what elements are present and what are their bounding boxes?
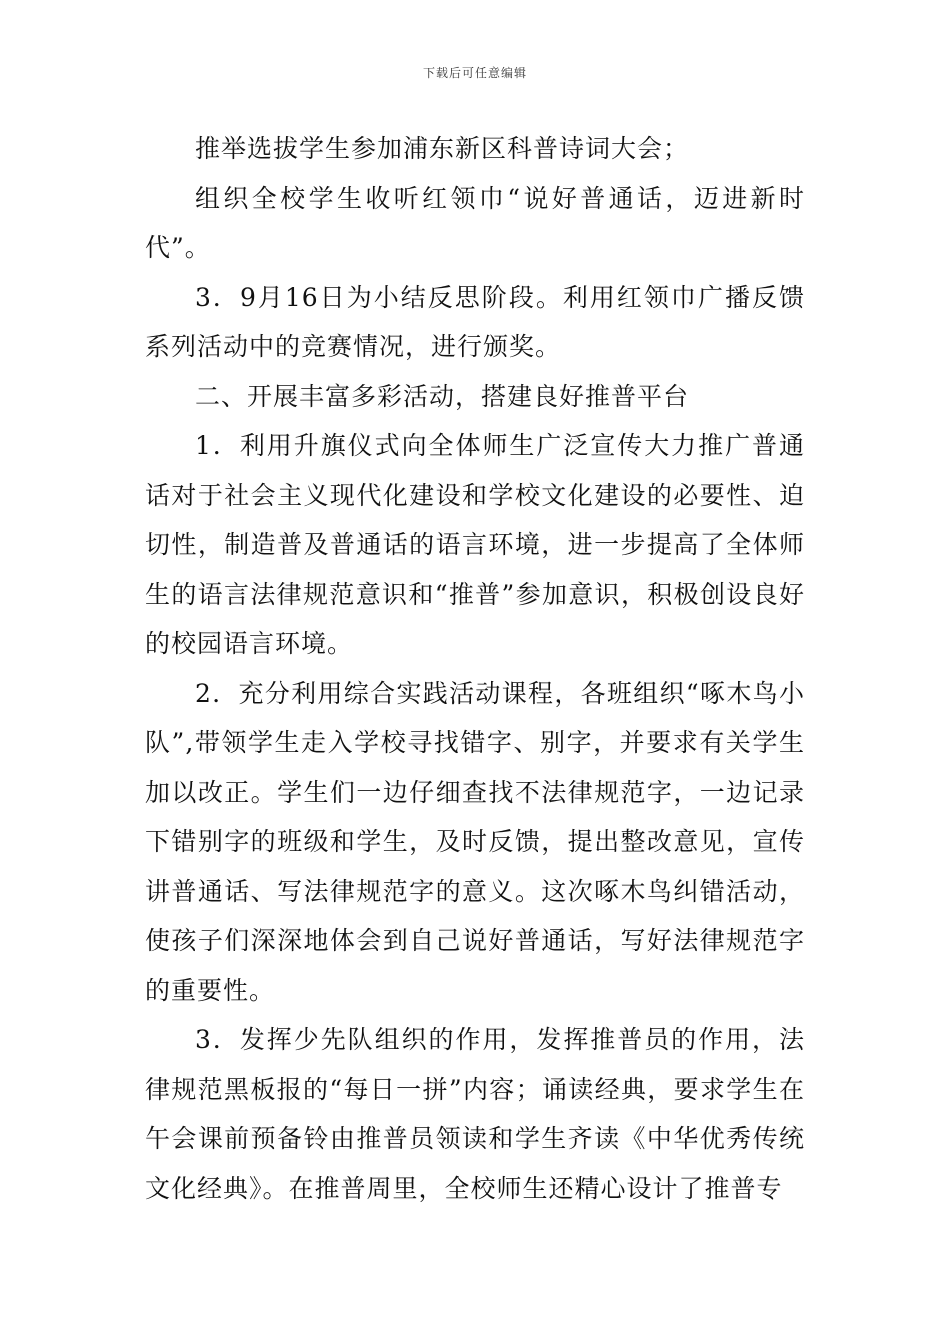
paragraph-2: 组织全校学生收听红领巾“说好普通话，迈进新时代”。 bbox=[145, 183, 805, 262]
paragraph-3: 3．9月16日为小结反思阶段。利用红领巾广播反馈系列活动中的竞赛情况，进行颁奖。 bbox=[145, 282, 805, 361]
document-body bbox=[145, 124, 805, 1213]
paragraph-6: 2．充分利用综合实践活动课程，各班组织“啄木鸟小队”,带领学生走入学校寻找错字、别字，并要求有关学生加以改正。学生们一边仔细查找不法律规范字，一边记录下错别字的班级和学生，及时反馈，提出整改意见，宣传讲普通话、写法律规范字的意义。这次啄木鸟纠错活动，使孩子们深深地体会到自己说好普通话，写好法律规范字的重要性。 bbox=[145, 678, 805, 1005]
paragraph-5: 1．利用升旗仪式向全体师生广泛宣传大力推广普通话对于社会主义现代化建设和学校文化建设的必要性、迫切性，制造普及普通话的语言环境，进一步提高了全体师生的语言法律规范意识和“推普”参加意识，积极创设良好的校园语言环境。 bbox=[145, 431, 805, 658]
page-header: 下载后可任意编辑 bbox=[422, 66, 527, 80]
paragraph-7: 3．发挥少先队组织的作用，发挥推普员的作用，法律规范黑板报的“每日一拼”内容；诵读经典，要求学生在午会课前预备铃由推普员领读和学生齐读《中华优秀传统文化经典》。在推普周里，全校师生还精心设计了推普专 bbox=[145, 1025, 805, 1203]
paragraph-4: 二、开展丰富多彩活动，搭建良好推普平台 bbox=[195, 381, 690, 411]
paragraph-1: 推举选拔学生参加浦东新区科普诗词大会； bbox=[195, 134, 690, 163]
